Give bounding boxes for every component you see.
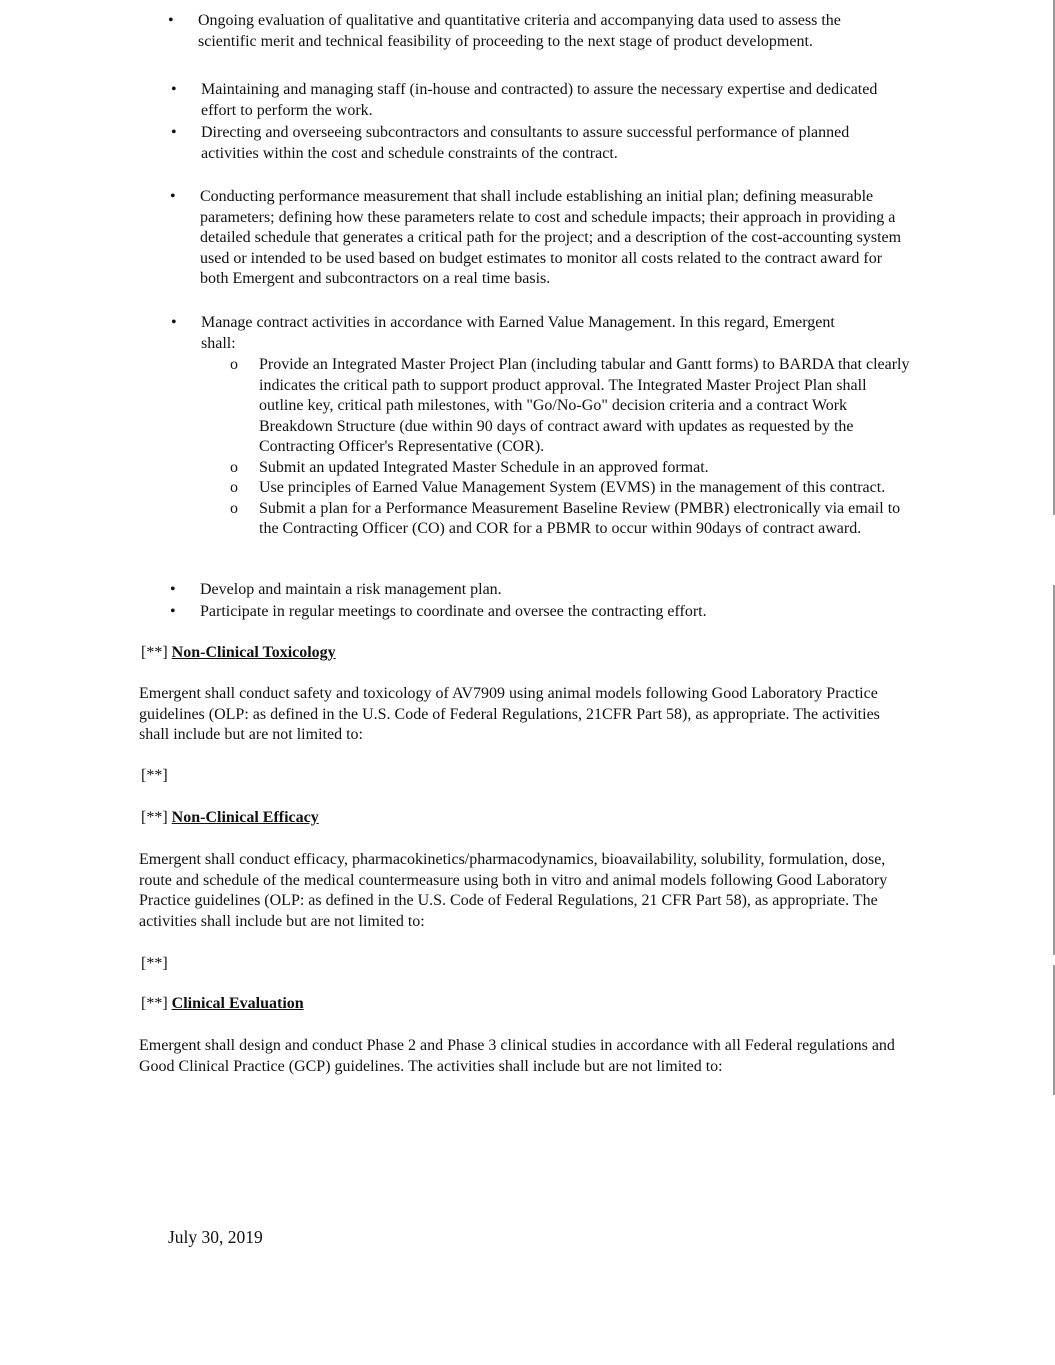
list-item [200, 187, 902, 290]
bullet-text: • Develop and maintain a risk management plan. [200, 581, 502, 598]
list-item [201, 80, 901, 121]
bullet-text: • Conducting performance measurement that shall include establishing an initial plan; defining measurable parameters; defining how these parameters relate to cost and schedule impacts; their approach in providing a detailed schedule that generates a critical path for the project; and a description of the cost-accounting system used or intended to be used based on budget estimates to monitor all costs related to the contract award for both Emergent and subcontractors on a real time basis. [200, 188, 902, 287]
section-body-clinical: Emergent shall design and conduct Phase 2 and Phase 3 clinical studies in accordance with all Federal regulations and Good Clinical Practice (GCP) guidelines. The activities shall include but are not limited to: [139, 1037, 895, 1075]
list-item: o Submit a plan for a Performance Measurement Baseline Review (PMBR) electronically via email to the Contracting Officer (CO) and COR for a PBMR to occur within 90days of contract award. [201, 499, 911, 540]
section-heading-toxicology [141, 643, 336, 664]
redaction-marker: [**] [141, 644, 168, 661]
list-item [200, 580, 910, 601]
section-title: Clinical Evaluation [171, 995, 304, 1012]
list-item [200, 602, 910, 623]
list-item: o Submit an updated Integrated Master Schedule in an approved format. [201, 458, 911, 479]
list-item: o Use principles of Earned Value Management System (EVMS) in the management of this contract. [201, 478, 911, 499]
bullet-text: • Directing and overseeing subcontractors and consultants to assure successful performance of planned activities within the cost and schedule constraints of the contract. [201, 124, 850, 162]
redacted-content: [**] [141, 767, 168, 784]
bullet-text: • Manage contract activities in accordance with Earned Value Management. In this regard, Emergent shall: [201, 314, 835, 352]
list-item [201, 123, 881, 164]
section-heading-efficacy [141, 808, 319, 829]
evm-sublist [201, 355, 911, 540]
section-body-toxicology: Emergent shall conduct safety and toxicology of AV7909 using animal models following Good Laboratory Practice guidelines (OLP: as defined in the U.S. Code of Federal Regulations, 21CFR Part 58), as appropriate. The activities shall include but are not limited to: [139, 685, 880, 743]
list-item [198, 11, 898, 52]
list-item [201, 313, 911, 540]
list-item: o Provide an Integrated Master Project Plan (including tabular and Gantt forms) to BARDA that clearly indicates the critical path to support product approval. The Integrated Master Project Plan shall outline key, critical path milestones, with "Go/No-Go" decision criteria and a contract Work Breakdown Structure (due within 90 days of contract award with updates as requested by the Contracting Officer's Representative (COR). [201, 355, 911, 458]
section-title: Non-Clinical Efficacy [171, 809, 319, 826]
bullet-text: • Maintaining and managing staff (in-house and contracted) to assure the necessary expertise and dedicated effort to perform the work. [201, 81, 878, 119]
footer-date: July 30, 2019 [168, 1227, 263, 1247]
redaction-marker: [**] [141, 995, 168, 1012]
redacted-content: [**] [141, 955, 168, 972]
section-title: Non-Clinical Toxicology [171, 644, 336, 661]
redaction-marker: [**] [141, 809, 168, 826]
section-heading-clinical [141, 994, 304, 1015]
section-body-efficacy: Emergent shall conduct efficacy, pharmacokinetics/pharmacodynamics, bioavailability, solubility, formulation, dose, route and schedule of the medical countermeasure using both in vitro and animal models following Good Laboratory Practice guidelines (OLP: as defined in the U.S. Code of Federal Regulations, 21 CFR Part 58), as appropriate. The activities shall include but are not limited to: [139, 851, 888, 930]
bullet-text: • Participate in regular meetings to coordinate and oversee the contracting effort. [200, 603, 707, 620]
bullet-text: • Ongoing evaluation of qualitative and quantitative criteria and accompanying data used to assess the scientific merit and technical feasibility of proceeding to the next stage of product development. [198, 12, 841, 50]
